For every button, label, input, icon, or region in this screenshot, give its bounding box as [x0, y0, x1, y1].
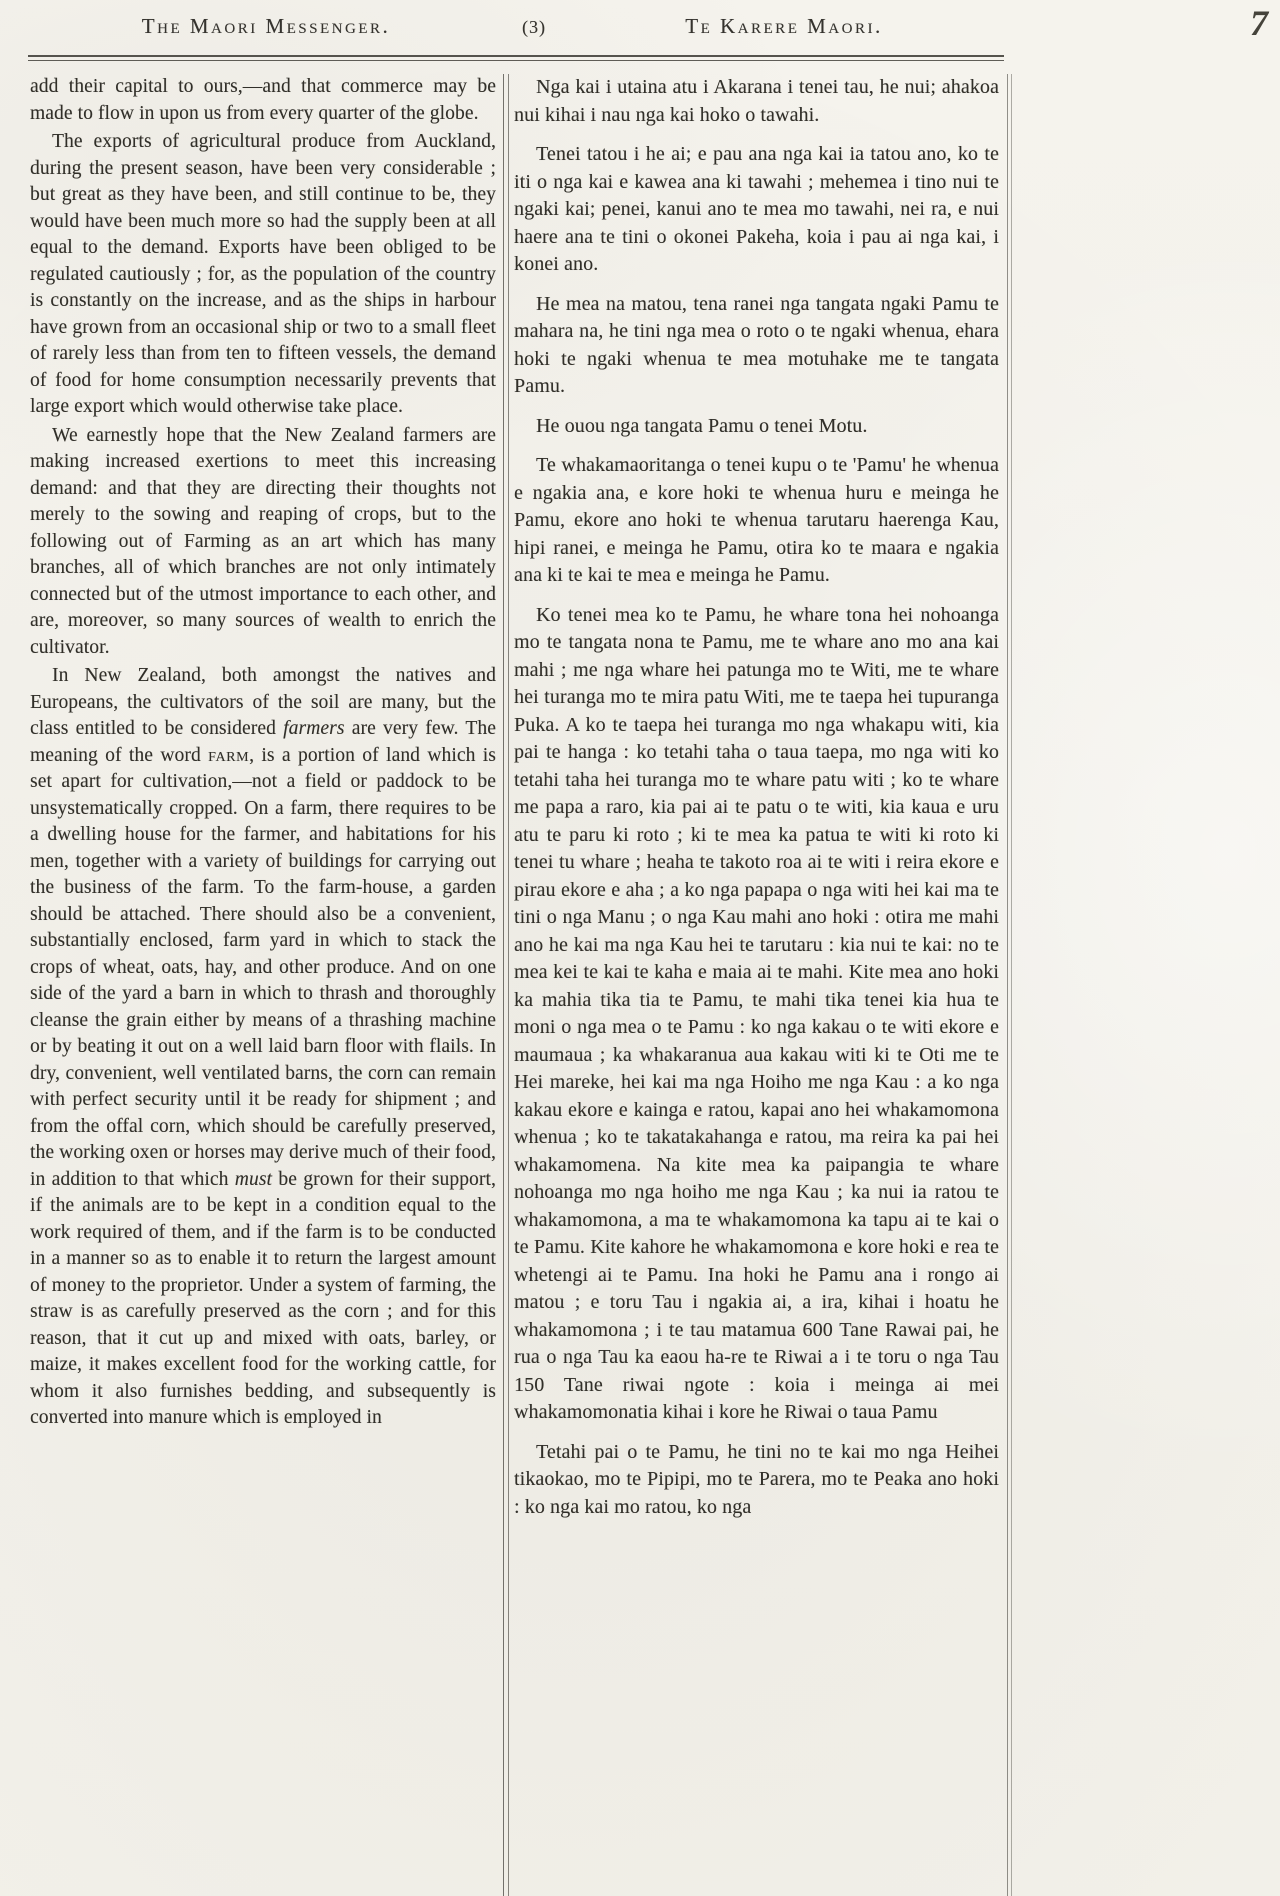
- paragraph: The exports of agricultural produce from Auckland, during the present season, have been very considerable ; but great as they have been, and still continue to be, they would have been much more so had the supply been at all equal to the demand. Exports have been obliged to be regulated cautiously ; for, as the population of the country is constantly on the increase, and as the ships in harbour have grown from an occasional ship or two to a small fleet of rarely less than from ten to fifteen vessels, the demand of food for home consumption necessarily prevents that large export which would otherwise take place.: [30, 131, 496, 417]
- paragraph: Te whakamaoritanga o tenei kupu o te 'Pamu' he whenua e ngakia ana, e kore hoki te whenua huru e meinga he Pamu, ekore ano hoki te whenua tarutaru haerenga Kau, hipi ranei, e meinga he Pamu, otira ko te maara e ngakia ana ki te kai te mea e meinga he Pamu.: [514, 454, 999, 586]
- paragraph-text: be grown for their support, if the animals are to be kept in a condition equal to the work required of them, and if the farm is to be conducted in a manner so as to enable it to return the largest amount of money to the proprietor. Under a system of farming, the straw is as carefully preserved as the corn ; and for this reason, that it cut up and mixed with oats, barley, or maize, it makes excellent food for the working cattle, for whom it also furnishes bedding, and subsequently is converted into manure which is employed in: [30, 1168, 496, 1428]
- masthead-right-title: Te Karere Maori.: [685, 14, 883, 38]
- paragraph: He mea na matou, tena ranei nga tangata ngaki Pamu te mahara na, he tini nga mea o roto o te ngaki whenua, ehara hoki te ngaki whenua te mea motuhake me te tangata Pamu.: [514, 292, 999, 397]
- maori-column: [514, 74, 1007, 1896]
- paragraph: He ouou nga tangata Pamu o tenei Motu.: [536, 414, 868, 437]
- paragraph: Tenei tatou i he ai; e pau ana nga kai ia tatou ano, ko te iti o nga kai e kawea ana ki tawahi ; mehemea i tino nui te ngaki kai; penei, kanui ano te mea mo tawahi, nei ra, e nui haere ana te tini o okonei Pakeha, koia i pau ai nga kai, i konei ano.: [514, 143, 999, 275]
- emphasized-word: farmers: [283, 718, 345, 739]
- handwritten-page-number: 7: [1250, 3, 1268, 43]
- paragraph: add their capital to ours,—and that commerce may be made to flow in upon us from every quarter of the globe.: [30, 76, 496, 124]
- column-divider-rule: [503, 74, 509, 1896]
- paragraph: We earnestly hope that the New Zealand farmers are making increased exertions to meet this increasing demand: and that they are directing their thoughts not merely to the sowing and reaping of crops, but to the following out of Farming as an art which has many branches, all of which branches are not only intimately connected but of the utmost importance to each other, and are, moreover, so many sources of wealth to enrich the cultivator.: [30, 424, 496, 658]
- paragraph-text: In New Zealand, both amongst the natives and Europeans, the cultivators of the soil are many, but the class entitled to be considered: [30, 665, 496, 739]
- masthead-left-title: The Maori Messenger.: [141, 14, 391, 38]
- paragraph: [30, 663, 496, 1432]
- english-column: [30, 74, 496, 1896]
- page-body: [30, 74, 1012, 1896]
- paragraph: Tetahi pai o te Pamu, he tini no te kai mo nga Heihei tikaokao, mo te Pipipi, mo te Parera, mo te Peaka ano hoki : ko nga kai mo ratou, ko nga: [514, 1440, 999, 1518]
- paragraph: Ko tenei mea ko te Pamu, he whare tona hei nohoanga mo te tangata nona te Pamu, me te whare ano mo ana kai mahi ; me nga whare hei patunga mo te Witi, me te whare hei turanga mo te mira patu Witi, me te taepa hei tupuranga Puka. A ko te taepa hei turanga mo nga whakapu witi, kia pai te hanga : ko tetahi taha o taua taepa, mo nga witi ko tetahi taha hei turanga mo te whare patu witi ; ko te whare me papa a raro, kia pai ai te patu o te witi, kia kaua e uru atu te paru ki roto ; ki te mea ka patua te witi ki roto ki tenei tu whare ; heaha te takoto roa ai te witi i reira ekore e pirau ekore e aha ; a ko nga papapa o nga witi hei kai ma te tini o nga Manu ; o nga Kau mahi ano hoki : otira me mahi ano he kai ma nga Kau hei te tarutaru : kia nui te kai: no te mea kei te kai te kaha e maia ai te mahi. Kite mea ano hoki ka mahia tika tia te Pamu, te mahi tika tenei kia hua te moni o nga mea o te Pamu : ko nga kakau o te witi ekore e maumaua ; ka whakaranua aua kakau witi ki te Oti me te Hei mareke, hei kai ma nga Hoiho me nga Kau : a ko nga kakau ekore e kainga e ratou, kapai ano hei whakamomona whenua ; ko te takatakahanga e ratou, ma reira ka pai hei whakamomena. Na kite mea ka paipangia te whare nohoanga mo nga hoiho me nga Kau ; ka nui ia ratou te whakamomona, a ma te whakamomona ka tapu ai te kai o te Pamu. Kite kahore he whakamomona e kore hoki e rea te whetengi ai te Pamu. Ina hoki he Pamu ana i rongo ai matou ; e toru Tau i ngakia ai, a ira, kihai i hoatu he whakamomona ; i te tau matamua 600 Tane Rawai pai, he rua o nga Tau ka eaou ha-re te Riwai a i te toru o nga Tau 150 Tane riwai ngote : koia i meinga ai mei whakamomonatia kihai i kore he Riwai o taua Pamu: [514, 603, 999, 1423]
- paragraph-text: , is a portion of land which is set apart for cultivation,—not a field or paddock to be unsystematically cropped. On a farm, there requires to be a dwelling house for the farmer, and habitations for his men, together with a variety of buildings for carrying out the business of the farm. To the farm-house, a garden should be attached. There should also be a convenient, substantially enclosed, farm yard in which to stack the crops of wheat, oats, hay, and other produce. And on one side of the yard a barn in which to thrash and thoroughly cleanse the grain either by means of a thrashing machine or by beating it out on a well laid barn floor with flails. In dry, convenient, well ventilated barns, the corn can remain with perfect security until it be ready for shipment ; and from the offal corn, which should be carefully preserved, the working oxen or horses may derive much of their food, in addition to that which: [30, 744, 496, 1190]
- paragraph-text: are very few. The meaning of the word: [30, 718, 496, 766]
- smallcaps-word: farm: [208, 744, 250, 766]
- masthead: [30, 14, 1002, 39]
- page-number: (3): [522, 17, 546, 37]
- emphasized-word: must: [234, 1168, 273, 1190]
- right-edge-rule: [1007, 74, 1012, 1896]
- paragraph: Nga kai i utaina atu i Akarana i tenei tau, he nui; ahakoa nui kihai i nau nga kai hoko o tawahi.: [514, 76, 999, 126]
- header-rule: [28, 55, 1004, 61]
